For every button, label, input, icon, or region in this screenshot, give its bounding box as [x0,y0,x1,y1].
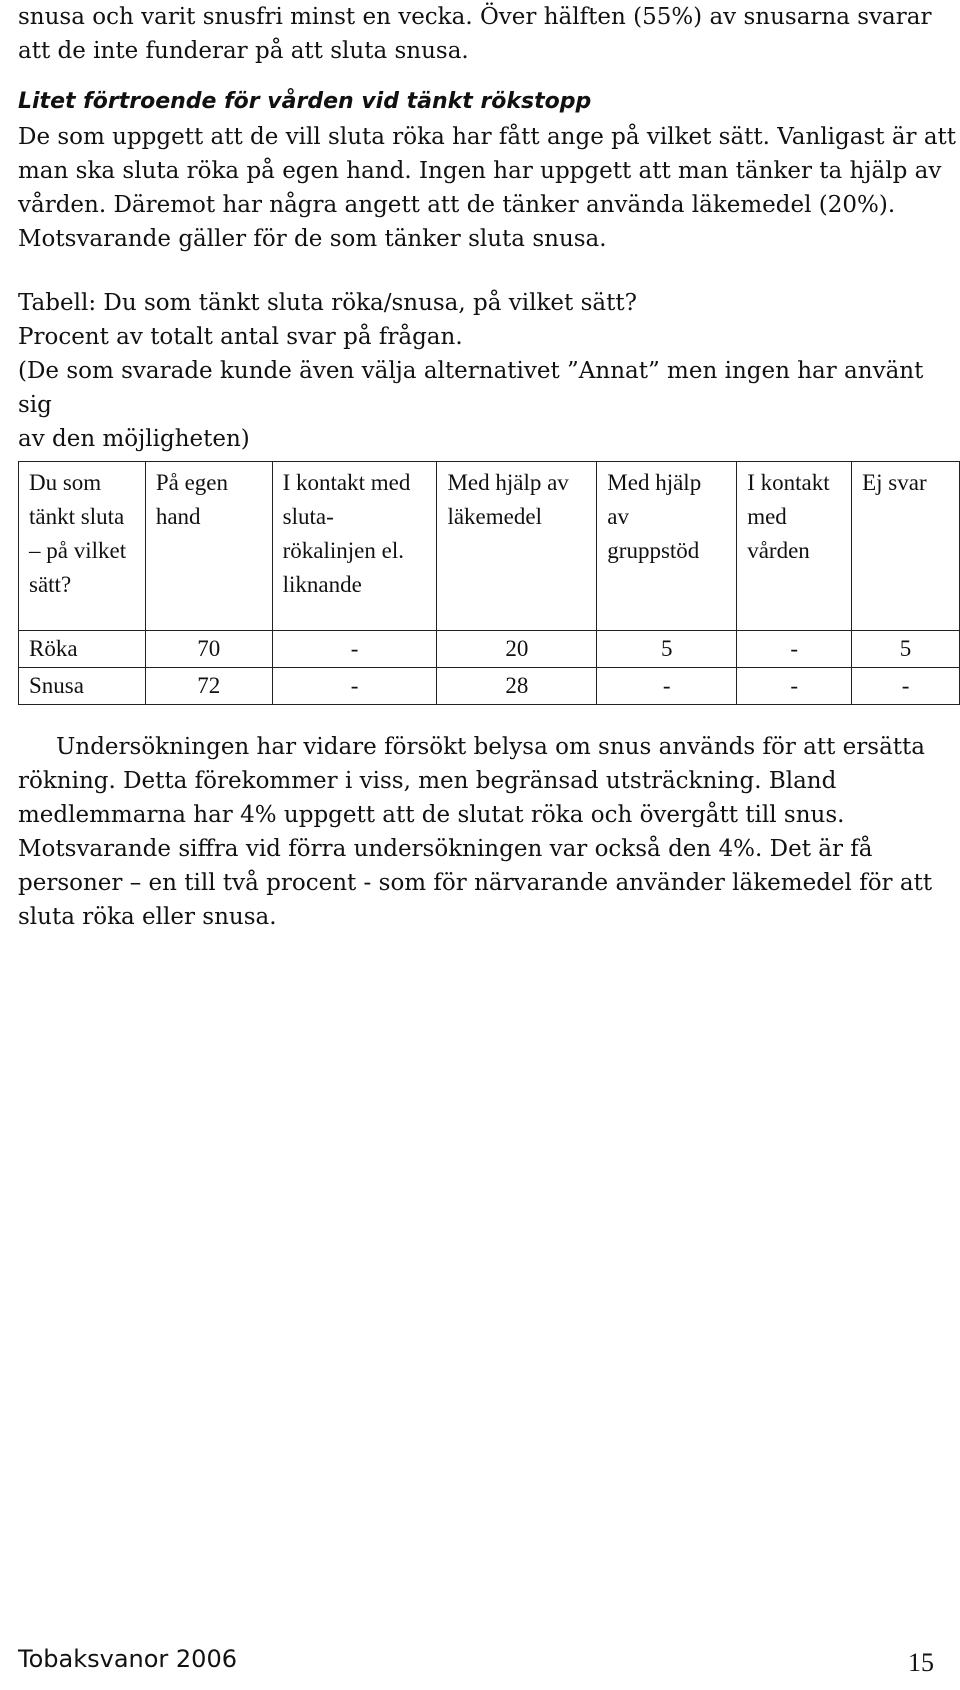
footer-title: Tobaksvanor 2006 [18,1645,237,1673]
closing-line: Undersökningen har vidare försökt belysa om snus används för att ersätta [56,734,925,760]
section-line: De som uppgett att de vill sluta röka har fått ange på vilket sätt. Vanligast är att [18,124,957,150]
table-header-cell: På egen hand [145,462,272,631]
document-page [18,0,960,930]
closing-line: sluta röka eller snusa. [18,904,277,930]
table-header-cell: Med hjälp av gruppstöd [597,462,737,631]
table-header-cell: I kontakt med vården [737,462,852,631]
table-cell: 72 [145,668,272,705]
section-line: man ska sluta röka på egen hand. Ingen har uppgett att man tänker ta hjälp av [18,158,942,184]
row-label: Snusa [19,668,146,705]
section-heading: Litet förtroende för vården vid tänkt rökstopp [18,89,592,114]
table-header-cell: I kontakt med sluta-rökalinjen el. liknande [272,462,437,631]
table-row [19,631,960,668]
closing-line: medlemmarna har 4% uppgett att de slutat röka och övergått till snus. [18,802,845,828]
table-header-cell: Ej svar [852,462,960,631]
table-caption-note-2: av den möjligheten) [18,426,250,452]
table-cell: - [597,668,737,705]
table-caption-title: Tabell: Du som tänkt sluta röka/snusa, på vilket sätt? [18,290,637,316]
table-cell: 20 [437,631,597,668]
table-cell: - [852,668,960,705]
table-row [19,668,960,705]
closing-line: personer – en till två procent - som för närvarande använder läkemedel för att [18,870,933,896]
row-label: Röka [19,631,146,668]
intro-line-2: att de inte funderar på att sluta snusa. [18,38,469,64]
data-table [18,461,960,705]
table-cell: - [272,668,437,705]
table-header-row [19,462,960,631]
section-line: Motsvarande gäller för de som tänker sluta snusa. [18,226,607,252]
table-caption-note: (De som svarade kunde även välja alternativet ”Annat” men ingen har använt sig [18,358,924,418]
closing-line: Motsvarande siffra vid förra undersökningen var också den 4%. Det är få [18,836,873,862]
table-cell: - [737,668,852,705]
closing-line: rökning. Detta förekommer i viss, men begränsad utsträckning. Bland [18,768,837,794]
table-cell: - [737,631,852,668]
section-line: vården. Däremot har några angett att de tänker använda läkemedel (20%). [18,192,896,218]
table-caption-subtitle: Procent av totalt antal svar på frågan. [18,324,463,350]
table-cell: 28 [437,668,597,705]
table-cell: 70 [145,631,272,668]
page-number: 15 [908,1648,934,1677]
table-header-cell: Du som tänkt sluta – på vilket sätt? [19,462,146,631]
table-cell: 5 [597,631,737,668]
table-cell: 5 [852,631,960,668]
intro-line-1: snusa och varit snusfri minst en vecka. Över hälften (55%) av snusarna svarar [18,4,932,30]
table-header-cell: Med hjälp av läkemedel [437,462,597,631]
closing-paragraph [18,730,942,934]
table-cell: - [272,631,437,668]
